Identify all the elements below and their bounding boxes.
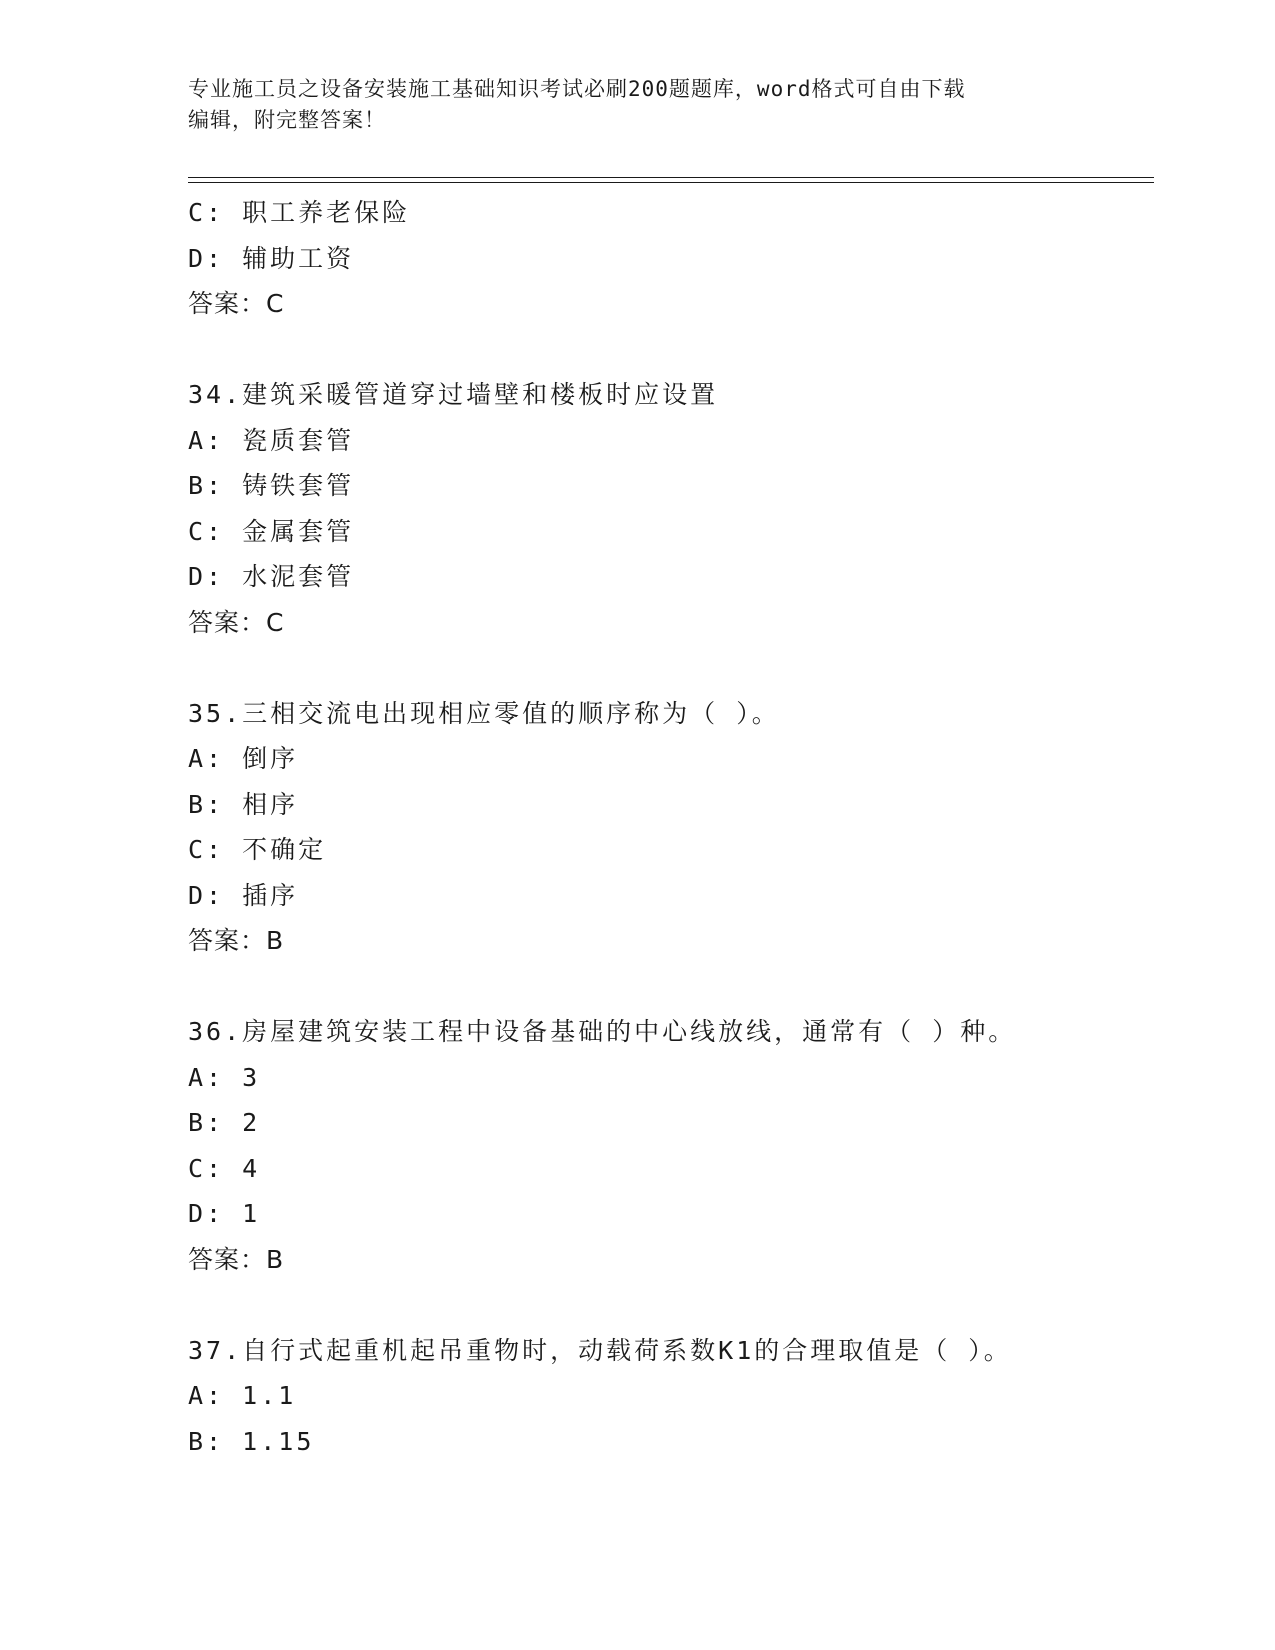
option-c: C: 职工养老保险	[188, 198, 411, 227]
option-b: B: 2	[188, 1108, 261, 1137]
option-d: D: 1	[188, 1199, 261, 1228]
option-b: B: 铸铁套管	[188, 471, 355, 500]
option-a: A: 3	[188, 1062, 261, 1092]
answer: 答案：B	[188, 926, 285, 955]
option-c: C: 4	[188, 1153, 261, 1183]
question-stem-36: 36.房屋建筑安装工程中设备基础的中心线放线，通常有（ ）种。	[188, 1017, 1017, 1046]
question-stem-35: 35.三相交流电出现相应零值的顺序称为（ ）。	[188, 698, 780, 728]
header-line-2: 编辑，附完整答案！	[188, 108, 386, 132]
option-c: C: 金属套管	[188, 516, 355, 546]
header-divider-bottom	[188, 182, 1154, 183]
header-divider-top	[188, 177, 1154, 178]
option-d: D: 插序	[188, 880, 299, 910]
option-d: D: 水泥套管	[188, 562, 355, 591]
page-header	[188, 74, 1088, 136]
option-a: A: 倒序	[188, 744, 299, 773]
option-d: D: 辅助工资	[188, 243, 355, 273]
answer: 答案：B	[188, 1244, 285, 1274]
option-b: B: 1.15	[188, 1426, 315, 1456]
option-a: A: 瓷质套管	[188, 425, 355, 455]
question-stem-34: 34.建筑采暖管道穿过墙壁和楼板时应设置	[188, 380, 719, 409]
answer: 答案：C	[188, 289, 285, 318]
answer: 答案：C	[188, 607, 285, 637]
option-b: B: 相序	[188, 789, 299, 819]
option-c: C: 不确定	[188, 835, 327, 864]
question-stem-37: 37.自行式起重机起吊重物时，动载荷系数K1的合理取值是（ ）。	[188, 1335, 1012, 1365]
header-line-1: 专业施工员之设备安装施工基础知识考试必刷200题题库，word格式可自由下载	[188, 77, 966, 101]
question-list	[188, 190, 1154, 1464]
option-a: A: 1.1	[188, 1381, 297, 1410]
